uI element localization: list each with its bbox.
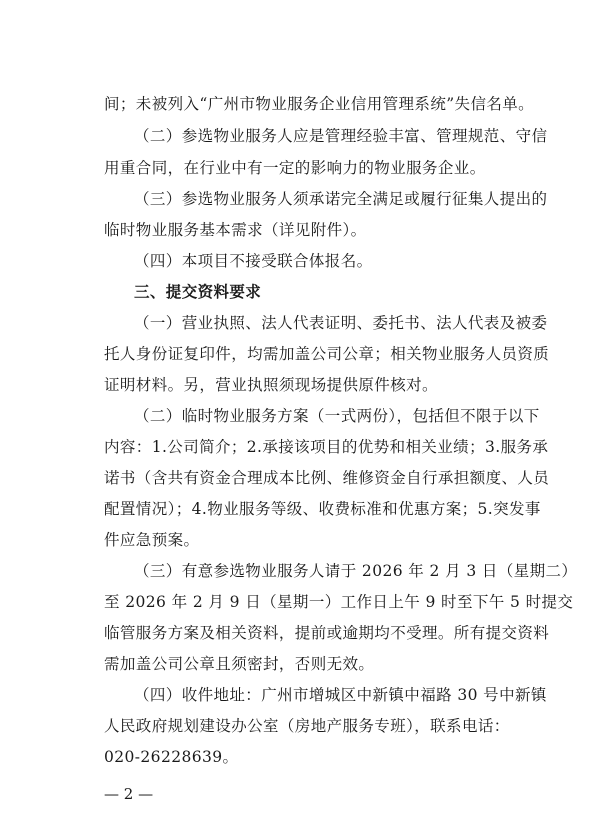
- text-line: 件应急预案。: [104, 531, 200, 549]
- text-line: （二）参选物业服务人应是管理经验丰富、管理规范、守信: [134, 127, 548, 145]
- section-heading: 三、提交资料要求: [134, 283, 262, 301]
- text-line: 配置情况）；4.物业服务等级、收费标准和优惠方案；5.突发事: [104, 500, 541, 518]
- text-line: （四）本项目不接受联合体报名。: [134, 252, 373, 270]
- text-line: 间；未被列入“广州市物业服务企业信用管理系统”失信名单。: [104, 95, 535, 113]
- text-line: 临时物业服务基本需求（详见附件）。: [104, 221, 367, 239]
- text-line: 人民政府规划建设办公室（房地产服务专班），联系电话：: [104, 717, 510, 735]
- text-line: （二）临时物业服务方案（一式两份），包括但不限于以下: [134, 407, 540, 425]
- text-line: 需加盖公司公章且须密封，否则无效。: [104, 655, 375, 673]
- page-number: — 2 —: [104, 785, 154, 803]
- text-line: （四）收件地址：广州市增城区中新镇中福路 30 号中新镇: [134, 686, 547, 704]
- text-line: 至 2026 年 2 月 9 日（星期一）工作日上午 9 时至下午 5 时提交: [104, 593, 574, 611]
- text-line: 证明材料。另，营业执照须现场提供原件核对。: [104, 376, 438, 394]
- text-line: （三）有意参选物业服务人请于 2026 年 2 月 3 日（星期二）: [134, 562, 578, 580]
- text-line: 诺书（含共有资金合理成本比例、维修资金自行承担额度、人员: [104, 469, 550, 487]
- text-line: 020-26228639。: [104, 748, 239, 766]
- text-line: 内容：1.公司简介；2.承接该项目的优势和相关业绩；3.服务承: [104, 438, 549, 456]
- text-line: （三）参选物业服务人须承诺完全满足或履行征集人提出的: [134, 190, 548, 208]
- text-line: 托人身份证复印件，均需加盖公司公章；相关物业服务人员资质: [104, 345, 550, 363]
- text-line: 用重合同，在行业中有一定的影响力的物业服务企业。: [104, 159, 486, 177]
- text-line: （一）营业执照、法人代表证明、委托书、法人代表及被委: [134, 314, 548, 332]
- text-line: 临管服务方案及相关资料，提前或逾期均不受理。所有提交资料: [104, 624, 550, 642]
